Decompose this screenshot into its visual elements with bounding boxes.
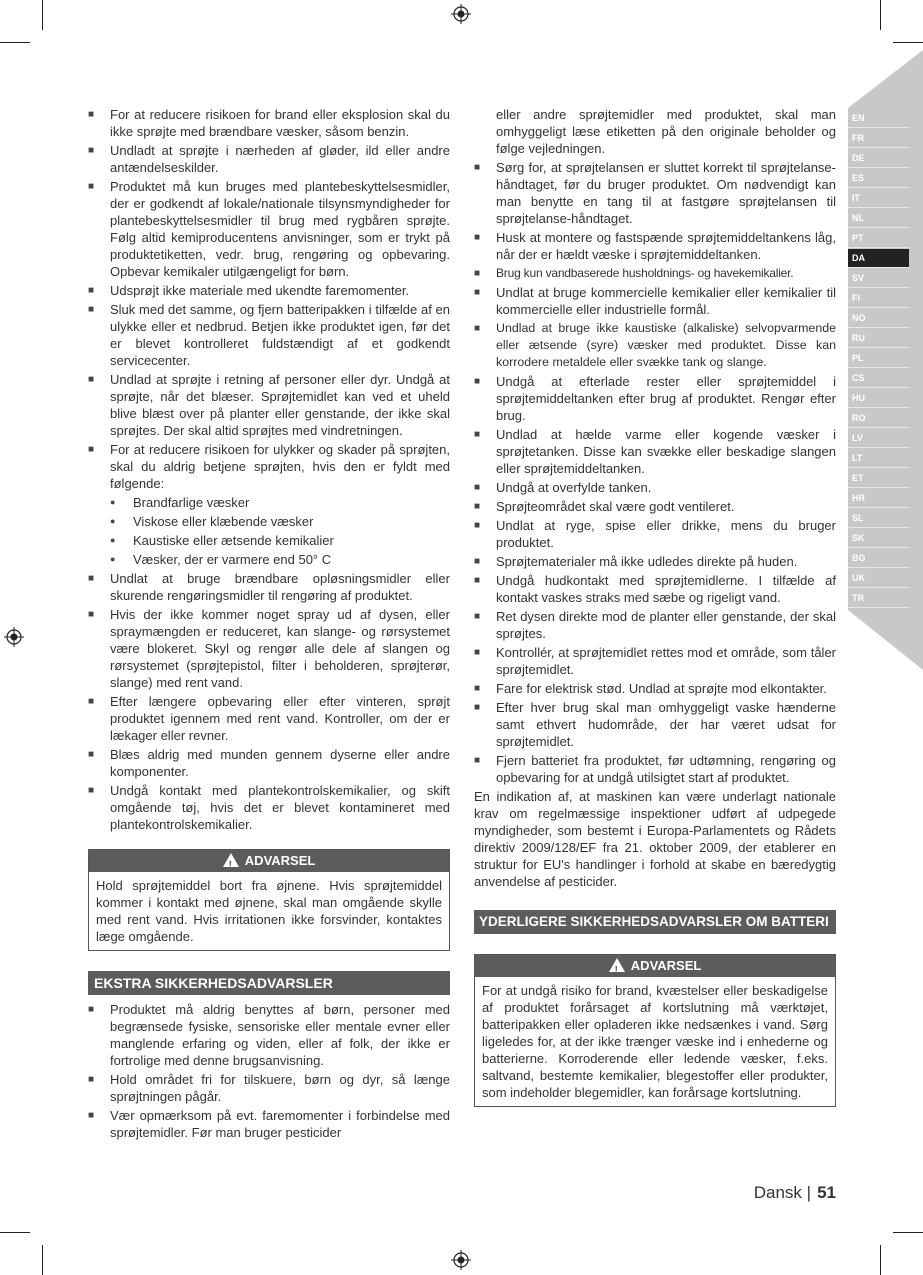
list-item: ■ Sprøjtematerialer må ikke udledes direkte på huden. (474, 553, 836, 570)
language-tab-tr[interactable]: TR (848, 589, 909, 608)
warning-box (474, 954, 836, 1107)
list-item: ■ Kontrollér, at sprøjtemidlet rettes mod et område, som tåler sprøjtemidlet. (474, 644, 836, 678)
right-column (474, 106, 836, 1107)
list-item (88, 441, 450, 568)
language-tab-ro[interactable]: RO (848, 409, 909, 428)
list-item: ■ Husk at montere og fastspænde sprøjtemiddeltankens låg, når der er hældt væske i sprøjtemiddeltanken. (474, 229, 836, 263)
list-item: ■ Undlad at sprøjte i retning af personer eller dyr. Undgå at sprøjte, når det blæser. Sprøjtemidlet kan ved et uheld blive blæst over på planter eller genstande, der ikke skal sprøjtes. Der skal altid sprøjtes med vindretningen. (88, 371, 450, 439)
list-item: ■ Hold området fri for tilskuere, børn og dyr, så længe sprøjtningen pågår. (88, 1071, 450, 1105)
left-column (88, 106, 450, 1143)
list-item: ■ For at reducere risikoen for brand eller eksplosion skal du ikke sprøjte med brændbare væsker, såsom benzin. (88, 106, 450, 140)
sub-list (110, 494, 450, 568)
warning-text: For at undgå risiko for brand, kvæstelser eller beskadigelse af produktet forårsaget af kortslutning må værktøjet, batteripakken eller opladeren ikke nedsænkes i vand. Sørg ligeledes for, at der ikke trænger væske ind i enhederne og batterierne. Korroderende eller ledende væsker, f.eks. saltvand, bestemte kemikalier, blegestoffer eller produkter, som indeholder blegemidler, kan forårsage kortslutning. (482, 983, 828, 1100)
list-item: ■ Blæs aldrig med munden gennem dyserne eller andre komponenter. (88, 746, 450, 780)
crop-mark (42, 1245, 43, 1275)
registration-mark-icon (451, 4, 471, 24)
language-tab-fr[interactable]: FR (848, 129, 909, 148)
list-item: ■ Produktet må kun bruges med plantebeskyttelsesmidler, der er godkendt af lokale/nationale tilsynsmyndigheder for plantebeskyttelsesmidler til brug med rygbåren sprøjte. Følg altid kemiproducentens anvisninger, som er trykt på produktetiketten, vedr. brug, rengøring og opbevaring. Opbevar kemikaler utilgængeligt for børn. (88, 178, 450, 280)
warning-triangle-icon: ! (609, 958, 625, 972)
language-tab-pt[interactable]: PT (848, 229, 909, 248)
crop-mark (880, 0, 881, 30)
warning-title: ADVARSEL (244, 853, 316, 868)
list-item: ■ Undlat at bruge brændbare opløsningsmidler eller skurende rengøringsmidler til rengøring af produktet. (88, 570, 450, 604)
language-tab-sk[interactable]: SK (848, 529, 909, 548)
language-tab-et[interactable]: ET (848, 469, 909, 488)
crop-mark (42, 0, 43, 30)
sub-list-item: ● Viskose eller klæbende væsker (110, 513, 450, 530)
language-tab-en[interactable]: EN (848, 109, 909, 128)
list-item: ■ Udsprøjt ikke materiale med ukendte faremomenter. (88, 282, 450, 299)
list-item: ■ Vær opmærksom på evt. faremomenter i forbindelse med sprøjtemidler. Før man bruger pesticider (88, 1107, 450, 1141)
list-item: ■ Ret dysen direkte mod de planter eller genstande, der skal sprøjtes. (474, 608, 836, 642)
language-tab-hu[interactable]: HU (848, 389, 909, 408)
crop-mark (0, 1232, 30, 1233)
language-tab-fi[interactable]: FI (848, 289, 909, 308)
crop-mark (893, 42, 923, 43)
language-tab-sv[interactable]: SV (848, 269, 909, 288)
language-tab-lv[interactable]: LV (848, 429, 909, 448)
list-item: ■ Sørg for, at sprøjtelansen er sluttet korrekt til sprøjtelanse-håndtaget, før du bruger produktet. Om nødvendigt kan man benytte en tang til at fastgøre sprøjtelansen til sprøjtelanse-håndtaget. (474, 159, 836, 227)
footer-language: Dansk | (753, 1183, 812, 1202)
safety-list (474, 159, 836, 786)
list-item: ■ Undlad at hælde varme eller kogende væsker i sprøjtetanken. Disse kan svække eller beskadige slangen eller sprøjtemiddeltanken. (474, 426, 836, 477)
crop-mark (893, 1232, 923, 1233)
language-tab-es[interactable]: ES (848, 169, 909, 188)
warning-title: ADVARSEL (630, 958, 702, 973)
list-item: ■ Undgå kontakt med plantekontrolskemikalier, og skift omgående tøj, hvis det er blevet kontamineret med plantekontrolskemikalier. (88, 782, 450, 833)
warning-header (89, 850, 449, 872)
sub-list-item: ● Kaustiske eller ætsende kemikalier (110, 532, 450, 549)
language-tab-it[interactable]: IT (848, 189, 909, 208)
language-tab-uk[interactable]: UK (848, 569, 909, 588)
warning-box (88, 849, 450, 951)
crop-mark (880, 1245, 881, 1275)
list-item: ■ Brug kun vandbaserede husholdnings- og havekemikalier. (474, 265, 836, 282)
list-item: ■ Undgå at efterlade rester eller sprøjtemiddel i sprøjtemiddeltanken efter brug af produktet. Rengør efter brug. (474, 373, 836, 424)
registration-mark-icon (4, 627, 24, 647)
language-tab-bg[interactable]: BG (848, 549, 909, 568)
language-tab-no[interactable]: NO (848, 309, 909, 328)
list-item: ■ Undgå hudkontakt med sprøjtemidlerne. I tilfælde af kontakt vaskes straks med sæbe og rigeligt vand. (474, 572, 836, 606)
page-number: 51 (817, 1183, 836, 1202)
section-heading: YDERLIGERE SIKKERHEDSADVARSLER OM BATTERI (474, 910, 836, 934)
warning-text: Hold sprøjtemiddel bort fra øjnene. Hvis sprøjtemiddel kommer i kontakt med øjnene, skal man omgående skylle med rent vand. Hvis irritationen ikke forsvinder, kontaktes læge omgående. (96, 878, 442, 944)
language-tab-cs[interactable]: CS (848, 369, 909, 388)
language-tab-da[interactable]: DA (848, 249, 909, 268)
list-item: ■ Undlat at ryge, spise eller drikke, mens du bruger produktet. (474, 517, 836, 551)
list-item: ■ Fjern batteriet fra produktet, før udtømning, rengøring og opbevaring for at undgå utilsigtet start af produktet. (474, 752, 836, 786)
list-item: ■ Efter hver brug skal man omhyggeligt vaske hænderne samt ethvert hudområde, der har været udsat for sprøjtemidlet. (474, 699, 836, 750)
extra-safety-list (88, 1001, 450, 1141)
list-item: ■ Undlat at bruge kommercielle kemikalier eller kemikalier til kommercielle eller industrielle formål. (474, 284, 836, 318)
crop-mark (0, 42, 30, 43)
language-tab-de[interactable]: DE (848, 149, 909, 168)
language-tab-ru[interactable]: RU (848, 329, 909, 348)
registration-mark-icon (451, 1250, 471, 1270)
warning-triangle-icon: ! (223, 853, 239, 867)
page-footer (754, 1183, 836, 1203)
list-item: ■ Undgå at overfylde tanken. (474, 479, 836, 496)
language-tab-sl[interactable]: SL (848, 509, 909, 528)
safety-list (88, 106, 450, 833)
sub-list-item: ● Væsker, der er varmere end 50° C (110, 551, 450, 568)
list-item: ■ Fare for elektrisk stød. Undlad at sprøjte mod elkontakter. (474, 680, 836, 697)
list-item-text: For at reducere risikoen for ulykker og skader på sprøjten, skal du aldrig betjene sprøjten, hvis den er fyldt med følgende: (110, 442, 450, 491)
language-tab-nl[interactable]: NL (848, 209, 909, 228)
language-tab-pl[interactable]: PL (848, 349, 909, 368)
list-item: ■ Produktet må aldrig benyttes af børn, personer med begrænsede fysiske, sensoriske eller mentale evner eller manglende erfaring og viden, eller af folk, der ikke er fortrolige med denne brugsanvisning. (88, 1001, 450, 1069)
sub-list-item: ● Brandfarlige væsker (110, 494, 450, 511)
list-item: ■ Sprøjteområdet skal være godt ventileret. (474, 498, 836, 515)
continued-text: eller andre sprøjtemidler med produktet, skal man omhyggeligt læse etiketten på den originale beholder og følge vejledningen. (496, 107, 836, 156)
section-heading: EKSTRA SIKKERHEDSADVARSLER (88, 971, 450, 995)
language-tab-lt[interactable]: LT (848, 449, 909, 468)
list-item: ■ Efter længere opbevaring eller efter vinteren, sprøjt produktet igennem med rent vand. Kontroller, om der er lækager eller revner. (88, 693, 450, 744)
list-item: ■ Undlad at bruge ikke kaustiske (alkaliske) selvopvarmende eller ætsende (syre) væsker med produktet. Disse kan korrodere metaldele eller svække tank og slange. (474, 320, 836, 371)
list-item: ■ Undladt at sprøjte i nærheden af gløder, ild eller andre antændelseskilder. (88, 142, 450, 176)
list-item: ■ Hvis der ikke kommer noget spray ud af dysen, eller spraymængden er reduceret, kan slange- og rørsystemet være blokeret. Skyl og rengør alle dele af slangen og rørsystemet (sprøjtepistol, filter i beholderen, sprøjterør, slange) med rent vand. (88, 606, 450, 691)
list-item: ■ Sluk med det samme, og fjern batteripakken i tilfælde af en ulykke eller et nedbrud. Betjen ikke produktet igen, før det er blevet kontrolleret fuldstændigt af et godkendt servicecenter. (88, 301, 450, 369)
directive-paragraph: En indikation af, at maskinen kan være underlagt nationale krav om regelmæssige inspektioner udført af udpegede myndigheder, som bestemt i Europa-Parlamentets og Rådets direktiv 2009/128/EF fra 21. oktober 2009, der etablerer en struktur for EU's handlinger i forhold at skabe en bæredygtig anvendelse af pesticider. (474, 789, 836, 889)
language-tab-hr[interactable]: HR (848, 489, 909, 508)
warning-header (475, 955, 835, 977)
